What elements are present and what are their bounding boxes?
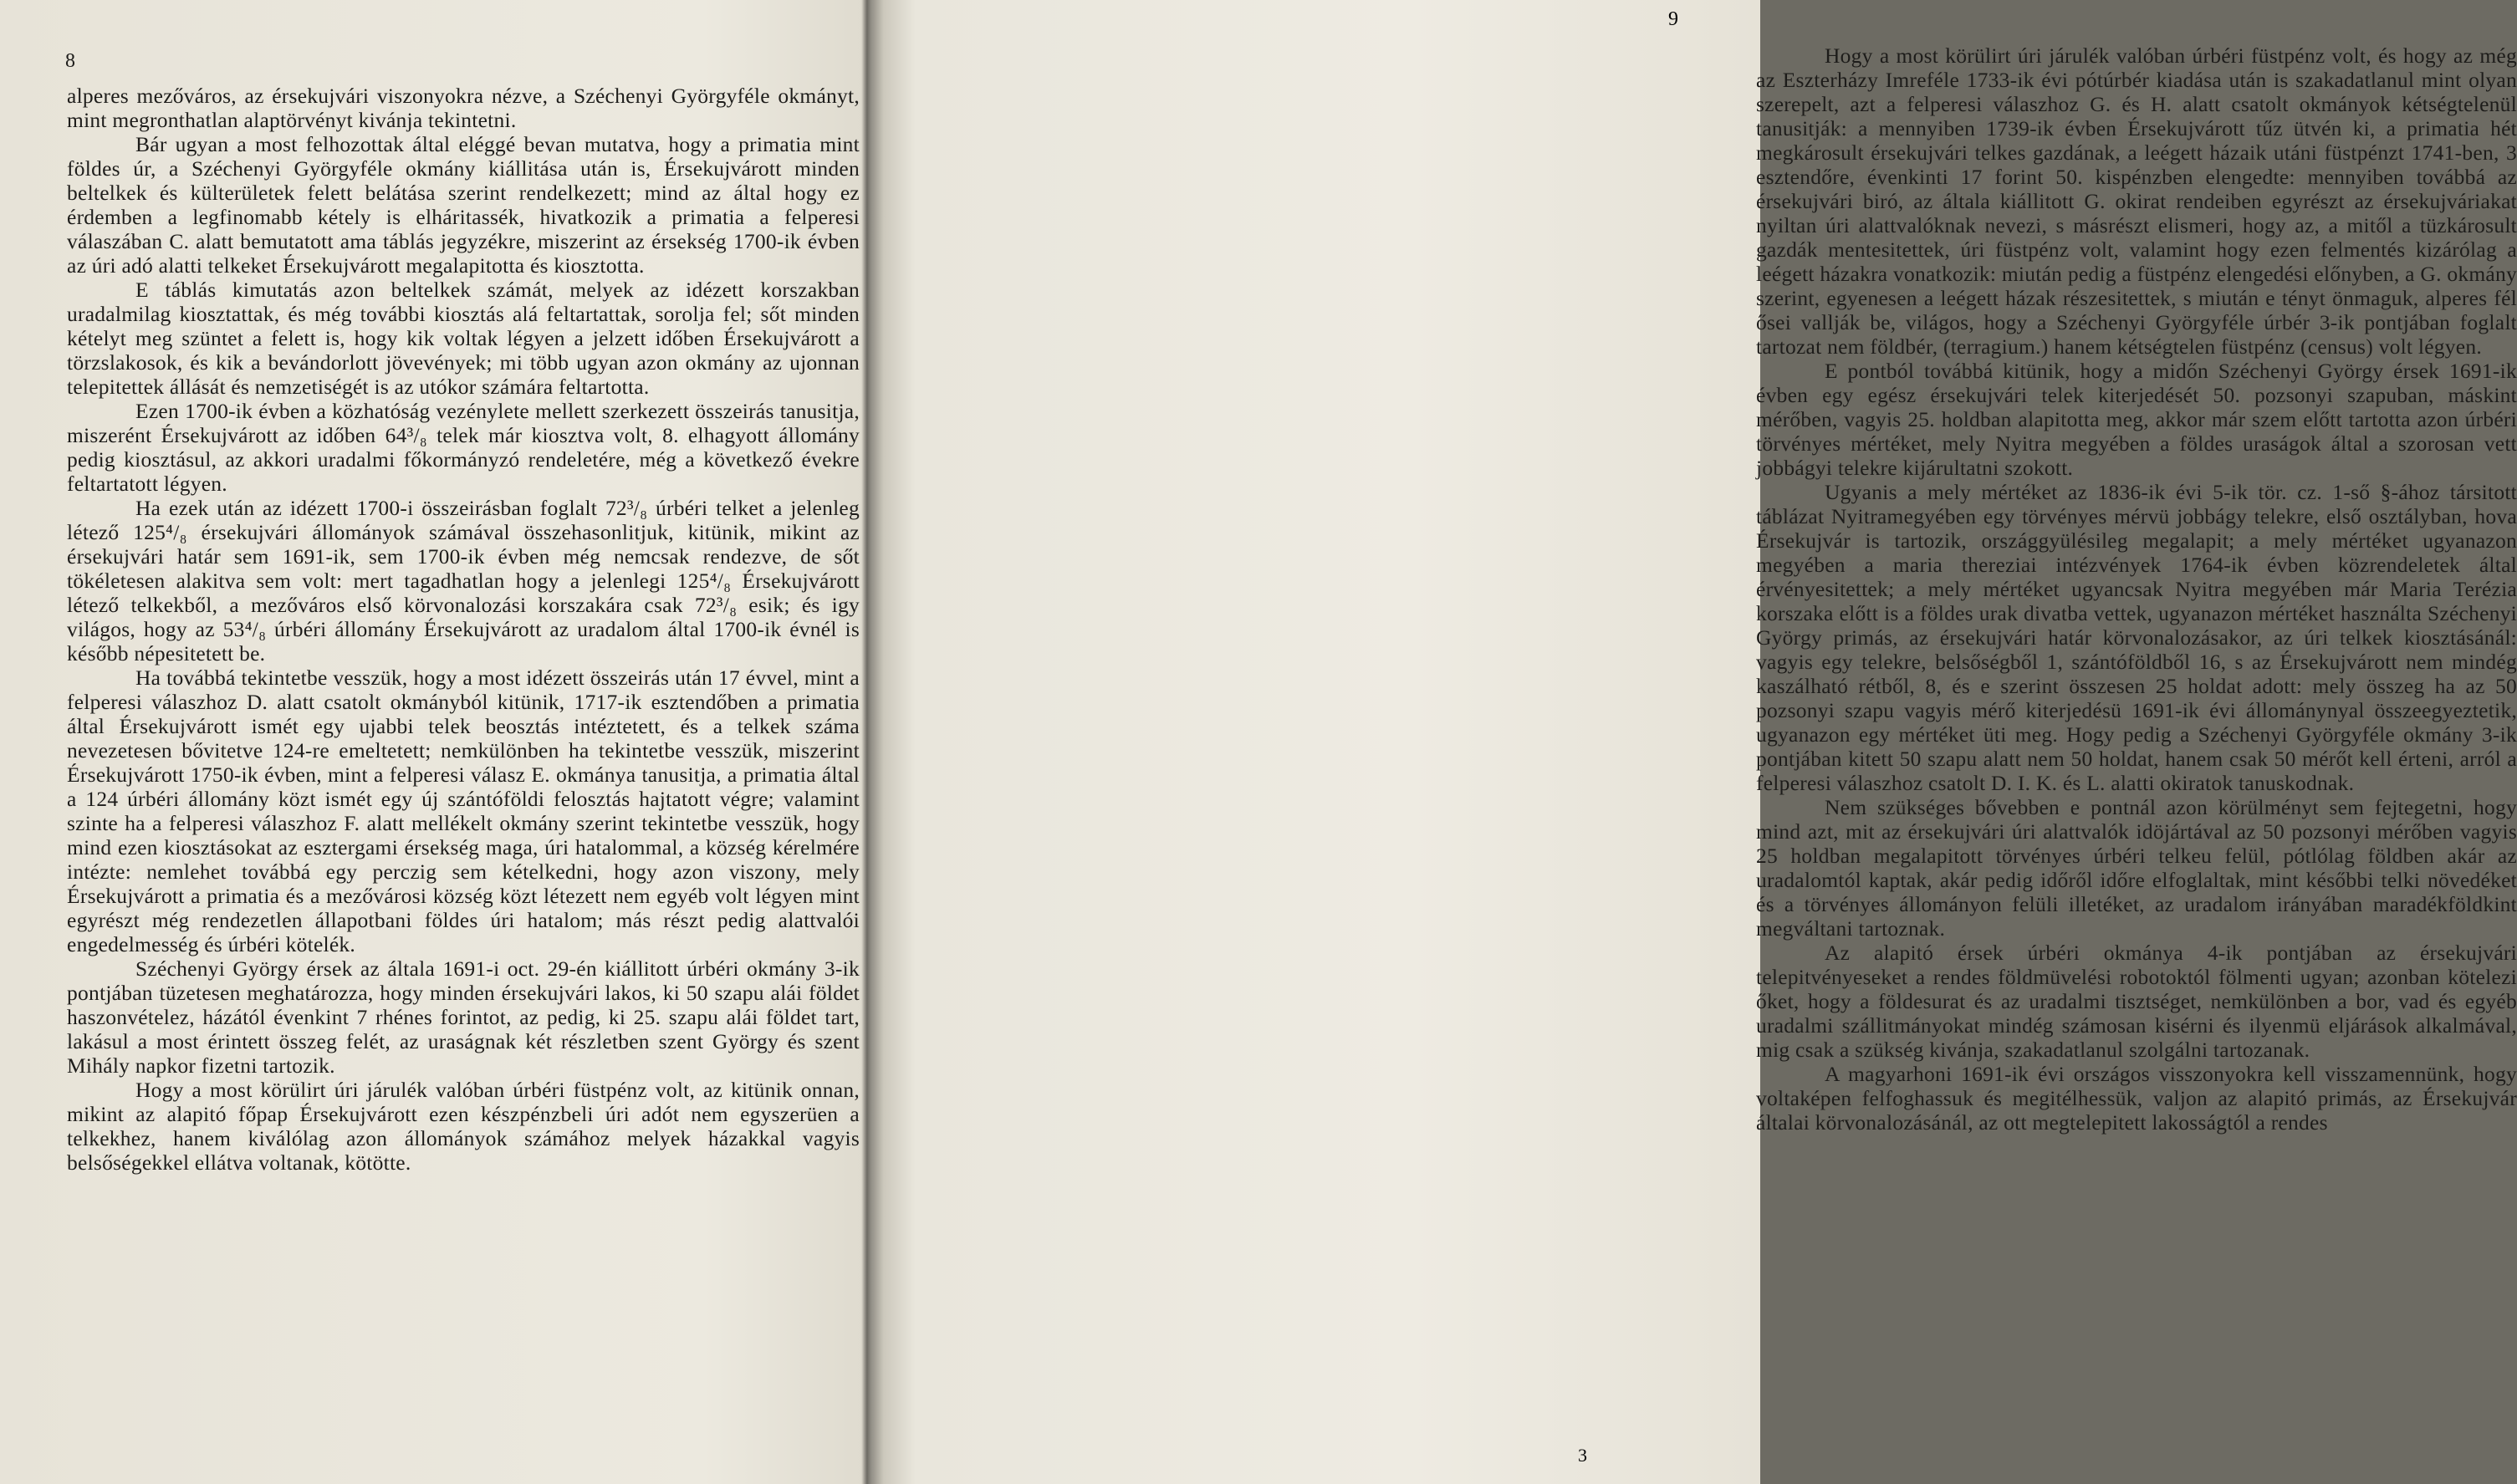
right-page	[870, 0, 2517, 1484]
paragraph: Ezen 1700-ik évben a közhatóság vezénylete mellett szerkezett összeirás tanusitja, miszerént Érsekujvárott az időben 64³/₈ telek már kiosztva volt, 8. elhagyott állomány pedig kiosztásul, az akkori uradalmi főkormányzó rendeletére, még a következő évekre feltartatott légyen.	[67, 399, 860, 496]
paragraph: E táblás kimutatás azon beltelkek számát, melyek az idézett korszakban uradalmilag kiosztattak, és még további kiosztás alá feltartattak, sorolja fel; sőt minden kételyt meg szüntet a felett is, hogy kik voltak légyen a jelzett időben Érsekujvárott a törzslakosok, és kik a bevándorlott jövevények; mi több ugyan azon okmány az ujonnan telepitettek állását és nemzetiségét is az utókor számára feltartotta.	[67, 278, 860, 399]
right-page-body	[1756, 43, 2517, 1135]
paragraph: Nem szükséges bővebben e pontnál azon körülményt sem fejtegetni, hogy mind azt, mit az érsekujvári úri alattvalók idöjártával az 50 pozsonyi mérőben vagyis 25 holdban megalapitott törvényes úrbéri telkeu felül, pótlólag földben akár az uradalomtól kaptak, akár pedig időről időre elfoglaltak, mint későbbi telki növedéket és a törvényes állományon felüli illetéket, az uradalom irányában maradékföldkint megváltani tartoznak.	[1756, 795, 2517, 941]
paragraph: A magyarhoni 1691-ik évi országos visszonyokra kell visszamennünk, hogy voltaképen felfoghassuk és megitélhessük, valjon az alapitó primás, az Érsekujvár általai körvonalozásánál, az ott megtelepitett lakosságtól a rendes	[1756, 1062, 2517, 1135]
page-number-right: 9	[1668, 8, 1678, 30]
paragraph: alperes mezőváros, az érsekujvári viszonyokra nézve, a Széchenyi Györgyféle okmányt, mint megronthatlan alaptörvényt kivánja tekintetni.	[67, 84, 860, 132]
paragraph: Ugyanis a mely mértéket az 1836-ik évi 5-ik tör. cz. 1-ső §-ához társitott táblázat Nyitramegyében egy törvényes mérvü jobbágy telekre, első osztályban, hova Érsekujvár is tartozik, országgyülésileg megalapit; a mely mértéket ugyanazon megyében a maria thereziai intézvények 1764-ik évben közrendeletek által érvényesitettek; a mely mértéket ugyancsak Nyitra megyében már Maria Terézia korszaka előtt is a földes urak divatba vettek, ugyanazon mértéket használta Széchenyi György primás, az érsekujvári határ körvonalozásakor, az úri telkek kiosztásánál: vagyis egy telekre, belsőségből 1, szántóföldből 16, s az Érsekujvárott nem mindég kaszálható rétből, 8, és e szerint összesen 25 holdat adott: mely összeg ha az 50 pozsonyi szapu vagyis mérő kiterjedésü 1691-ik évi állománynyal összeegyeztetik, ugyanazon egy mértéket üti meg. Hogy pedig a Széchenyi Györgyféle okmány 3-ik pontjában kitett 50 szapu alatt nem 50 holdat, hanem csak 50 mérőt kell érteni, arról a felperesi válaszhoz csatolt D. I. K. és L. alatti okiratok tanuskodnak.	[1756, 480, 2517, 795]
signature-mark: 3	[1578, 1445, 1587, 1466]
paragraph: Bár ugyan a most felhozottak által eléggé bevan mutatva, hogy a primatia mint földes úr, a Széchenyi Györgyféle okmány kiállitása után is, Érsekujvárott minden beltelkek és külterületek felett belátása szerint rendelkezett; mind az által hogy ez érdemben a legfinomabb kétely is elháritassék, hivatkozik a primatia a felperesi válaszában C. alatt bemutatott ama táblás jegyzékre, miszerint az érsekség 1700-ik évben az úri adó alatti telkeket Érsekujvárott megalapitotta és kiosztotta.	[67, 132, 860, 278]
paragraph: Ha ezek után az idézett 1700-i összeirásban foglalt 72³/₈ úrbéri telket a jelenleg létező 125⁴/₈ érsekujvári állományok számával összehasonlitjuk, kitünik, mikint az érsekujvári határ sem 1691-ik, sem 1700-ik évben még nemcsak rendezve, de sőt tökéletesen alakitva sem volt: mert tagadhatlan hogy a jelenlegi 125⁴/₈ Érsekujvárott létező telkekből, a mezőváros első körvonalozási korszakára csak 72³/₈ esik; és igy világos, hogy az 53⁴/₈ úrbéri állomány Érsekujvárott az uradalom által 1700-ik évnél is később népesitetett be.	[67, 496, 860, 666]
paragraph: E pontból továbbá kitünik, hogy a midőn Széchenyi György érsek 1691-ik évben egy egész érsekujvári telek kiterjedését 50. pozsonyi szapuban, máskint mérőben, vagyis 25. holdban alapitotta meg, akkor már szem előtt tartotta azon úrbéri törvényes mértéket, mely Nyitra megyében a földes uraságok által a szorosan vett jobbágyi telekre kijárultatni szokott.	[1756, 359, 2517, 480]
left-page-body	[67, 84, 860, 1175]
paragraph: Az alapitó érsek úrbéri okmánya 4-ik pontjában az érsekujvári telepitvényeseket a rendes földmüvelési robotoktól fölmenti ugyan; azonban kötelezi őket, hogy a földesurat és az uradalmi tisztséget, nemkülönben a bor, vad és egyéb uradalmi szállitmányokat mindég számosan kisérni és ilyenmü eljárások alkalmával, mig csak a szükség kivánja, szakadatlanul szolgálni tartozanak.	[1756, 941, 2517, 1062]
paragraph: Ha továbbá tekintetbe vesszük, hogy a most idézett összeirás után 17 évvel, mint a felperesi válaszhoz D. alatt csatolt okmányból kitünik, 1717-ik esztendőben a primatia által Érsekujvárott ismét egy ujabbi telek beosztás intéztetett, és a telkek száma nevezetesen bővitetve 124-re emeltetett; nemkülönben ha tekintetbe vesszük, miszerint Érsekujvárott 1750-ik évben, mint a felperesi válasz E. okmánya tanusitja, a primatia által a 124 úrbéri állomány közt ismét egy új szántóföldi felosztás hajtatott végre; valamint szinte ha a felperesi válaszhoz F. alatt mellékelt okmány szerint tekintetbe vesszük, hogy mind ezen kiosztásokat az esztergami érsekség maga, úri hatalommal, a község kérelmére intézte: nemlehet továbbá egy perczig sem kételkedni, hogy azon viszony, mely Érsekujvárott a primatia és a mezővárosi község közt létezett nem egyéb volt légyen mint egyrészt még rendezetlen állapotbani földes úri hatalom; más részt pedig alattvalói engedelmesség és úrbéri kötelék.	[67, 666, 860, 956]
left-page	[0, 0, 865, 1484]
paragraph: Széchenyi György érsek az általa 1691-i oct. 29-én kiállitott úrbéri okmány 3-ik pontjában tüzetesen meghatározza, hogy minden érsekujvári lakos, ki 50 szapu alái földet haszonvételez, házától évenkint 7 rhénes forintot, az pedig, ki 25. szapu alái földet tart, lakásul a most érintett összeg felét, az uraságnak két részletben szent György és szent Mihály napkor fizetni tartozik.	[67, 956, 860, 1078]
page-number-left: 8	[65, 50, 75, 72]
paragraph: Hogy a most körülirt úri járulék valóban úrbéri füstpénz volt, az kitünik onnan, mikint az alapitó főpap Érsekujvárott ezen készpénzbeli úri adót nem egyszerüen a telkekhez, hanem kiválólag azon állományok számához melyek házakkal vagyis belsőségekkel ellátva voltanak, kötötte.	[67, 1078, 860, 1175]
paragraph: Hogy a most körülirt úri járulék valóban úrbéri füstpénz volt, és hogy az még az Eszterházy Imreféle 1733-ik évi pótúrbér kiadása után is szakadatlanul mint olyan szerepelt, azt a felperesi válaszhoz G. és H. alatt csatolt okmányok kétségtelenül tanusitják: a mennyiben 1739-ik évben Érsekujvárott tűz ütvén ki, a primatia hét megkárosult érsekujvári telkes gazdának, a leégett házaik utáni füstpénzt 1741-ben, 3 esztendőre, évenkinti 17 forint 50. kispénzben elengedte: mennyiben továbbá az érsekujvári biró, az általa kiállitott G. okirat rendeiben egyrészt az érsekujváriakat nyiltan úri alattvalóknak nevezi, s másrészt elismeri, hogy az, a mitől a tüzkárosult gazdák mentesitettek, úri füstpénz volt, valamint hogy ezen felmentés kizárólag a leégett házakra vonatkozik: miután pedig a füstpénz elengedési előnyben, a G. okmány szerint, egyenesen a leégett házak részesitettek, s miután e tényt önmaguk, alperes fél ősei vallják be, világos, hogy a Széchenyi Györgyféle úrbér 3-ik pontjában foglalt tartozat nem földbér, (terragium.) hanem kétségtelen füstpénz (census) volt légyen.	[1756, 43, 2517, 359]
